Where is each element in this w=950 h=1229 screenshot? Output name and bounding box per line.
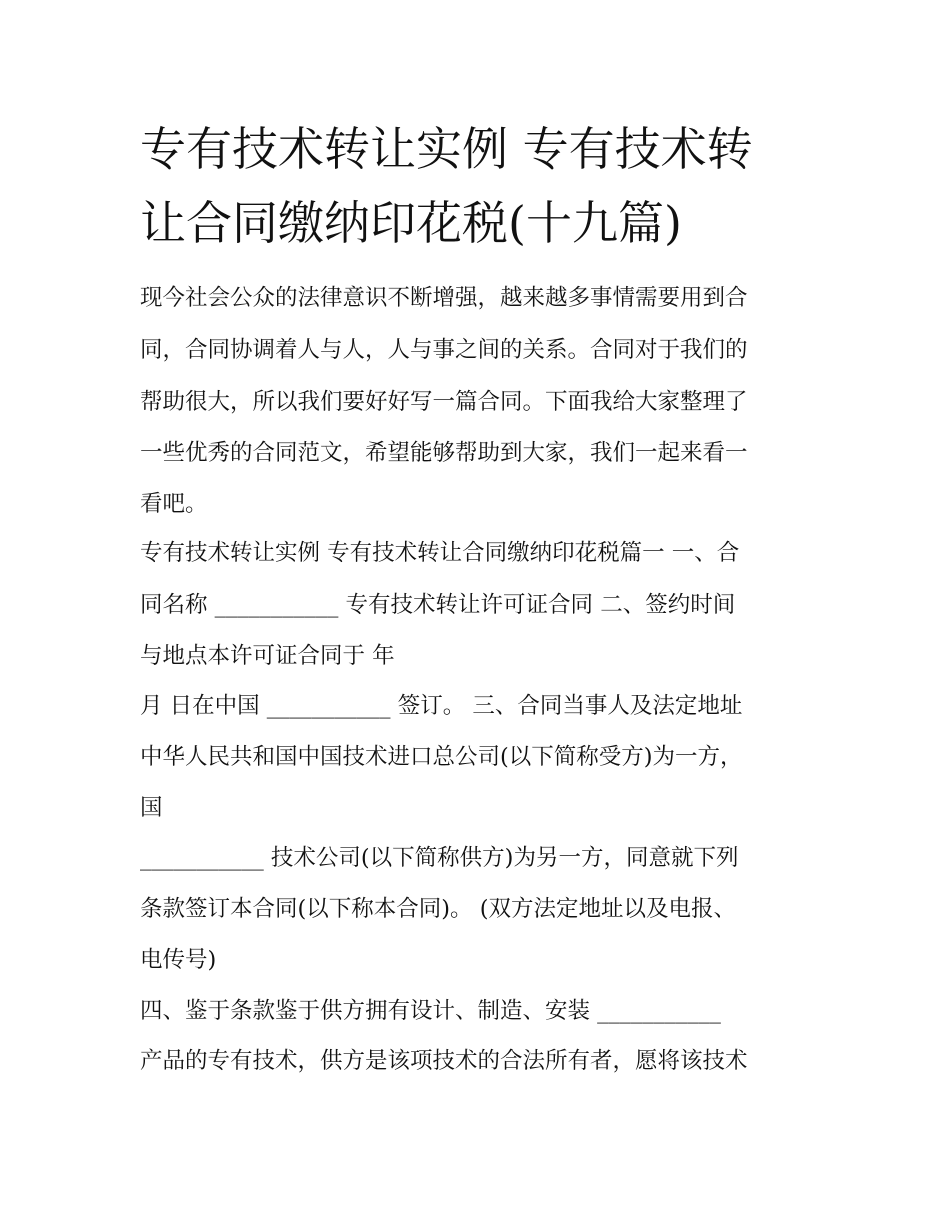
body-line: 中华人民共和国中国技术进口总公司(以下简称受方)为一方， <box>140 744 743 770</box>
body-line: 同名称 ___________ 专有技术转让许可证合同 二、签约时间 <box>140 592 736 618</box>
body-line: 同，合同协调着人与人，人与事之间的关系。合同对于我们的 <box>140 337 748 363</box>
body-line: 国 <box>140 795 163 821</box>
body-line: 月 日在中国 ___________ 签订。 三、合同当事人及法定地址 <box>140 693 743 719</box>
body-line: 四、鉴于条款鉴于供方拥有设计、制造、安装 ___________ <box>140 998 721 1024</box>
body-line: 专有技术转让实例 专有技术转让合同缴纳印花税篇一 一、合 <box>140 540 740 566</box>
body-line: 帮助很大，所以我们要好好写一篇合同。下面我给大家整理了 <box>140 389 748 415</box>
body-line: ___________ 技术公司(以下简称供方)为另一方，同意就下列 <box>140 845 739 871</box>
body-line: 与地点本许可证合同于 年 <box>140 643 395 669</box>
title-line: 专有技术转让实例 专有技术转 <box>140 122 753 176</box>
title-line: 让合同缴纳印花税(十九篇) <box>140 196 682 250</box>
document-title <box>140 112 830 260</box>
body-line: 现今社会公众的法律意识不断增强，越来越多事情需要用到合 <box>140 285 748 311</box>
body-line: 电传号) <box>140 947 217 973</box>
body-line: 产品的专有技术，供方是该项技术的合法所有者，愿将该技术 <box>140 1048 748 1074</box>
body-line: 看吧。 <box>140 491 208 517</box>
body-line: 一些优秀的合同范文，希望能够帮助到大家，我们一起来看一 <box>140 440 748 466</box>
body-line: 条款签订本合同(以下称本合同)。 (双方法定地址以及电报、 <box>140 896 736 922</box>
